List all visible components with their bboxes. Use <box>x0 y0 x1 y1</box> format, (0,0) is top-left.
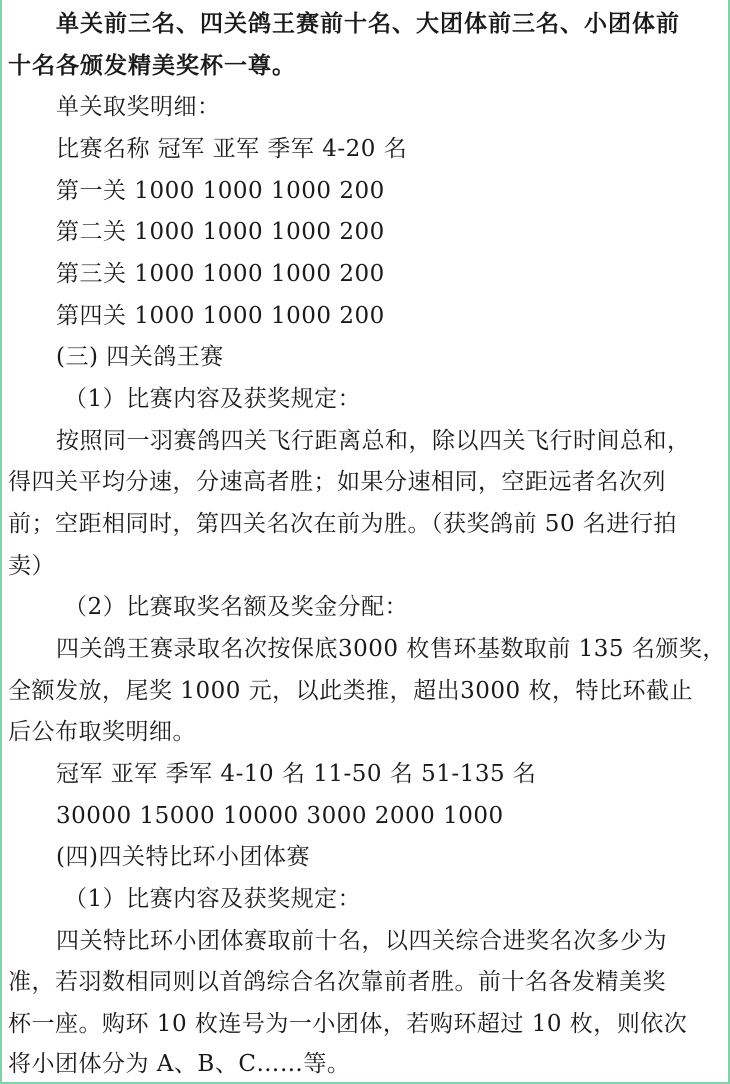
king-race-table-header: 冠军 亚军 季军 4-10 名 11-50 名 51-135 名 <box>56 761 537 787</box>
section-heading-four: (四)四关特比环小团体赛 <box>56 844 310 870</box>
section-heading-three: (三) 四关鸽王赛 <box>56 344 224 370</box>
team-paragraph-line-2: 准，若羽数相同则以首鸽综合名次靠前者胜。前十名各发精美奖 <box>8 969 666 995</box>
team-paragraph-line-1: 四关特比环小团体赛取前十名，以四关综合进奖名次多少为 <box>56 928 667 954</box>
single-stage-row-4: 第四关 1000 1000 1000 200 <box>56 303 385 329</box>
award-cup-paragraph-line-2: 十名各颁发精美奖杯一尊。 <box>8 52 296 79</box>
allocation-paragraph-line-3: 后公布取奖明细。 <box>8 719 196 745</box>
team-paragraph-line-3: 杯一座。购环 10 枚连号为一小团体，若购环超过 10 枚，则依次 <box>8 1011 688 1037</box>
award-cup-paragraph-line-1: 单关前三名、四关鸽王赛前十名、大团体前三名、小团体前 <box>56 10 680 37</box>
single-stage-row-1: 第一关 1000 1000 1000 200 <box>56 178 385 204</box>
single-stage-row-2: 第二关 1000 1000 1000 200 <box>56 219 385 245</box>
rules-paragraph-line-2: 得四关平均分速，分速高者胜；如果分速相同，空距远者名次列 <box>8 469 666 495</box>
single-stage-row-3: 第三关 1000 1000 1000 200 <box>56 261 385 287</box>
subheading-rules-1: （1）比赛内容及获奖规定： <box>64 386 362 412</box>
allocation-paragraph-line-1: 四关鸽王赛录取名次按保底3000 枚售环基数取前 135 名颁奖， <box>56 636 726 662</box>
allocation-paragraph-line-2: 全额发放，尾奖 1000 元，以此类推，超出3000 枚，特比环截止 <box>8 678 693 704</box>
rules-paragraph-line-1: 按照同一羽赛鸽四关飞行距离总和，除以四关飞行时间总和， <box>56 428 691 454</box>
single-stage-table-header: 比赛名称 冠军 亚军 季军 4-20 名 <box>56 136 408 162</box>
subheading-rules-2: （1）比赛内容及获奖规定： <box>64 886 362 912</box>
subheading-prize-allocation: （2）比赛取奖名额及奖金分配： <box>64 594 409 620</box>
rules-paragraph-line-4: 卖） <box>8 553 55 579</box>
team-paragraph-line-4: 将小团体分为 A、B、C……等。 <box>8 1051 351 1077</box>
single-stage-prize-heading: 单关取奖明细： <box>56 94 221 120</box>
king-race-table-values: 30000 15000 10000 3000 2000 1000 <box>56 803 504 829</box>
rules-paragraph-line-3: 前；空距相同时，第四关名次在前为胜。（获奖鸽前 50 名进行拍 <box>8 511 677 537</box>
